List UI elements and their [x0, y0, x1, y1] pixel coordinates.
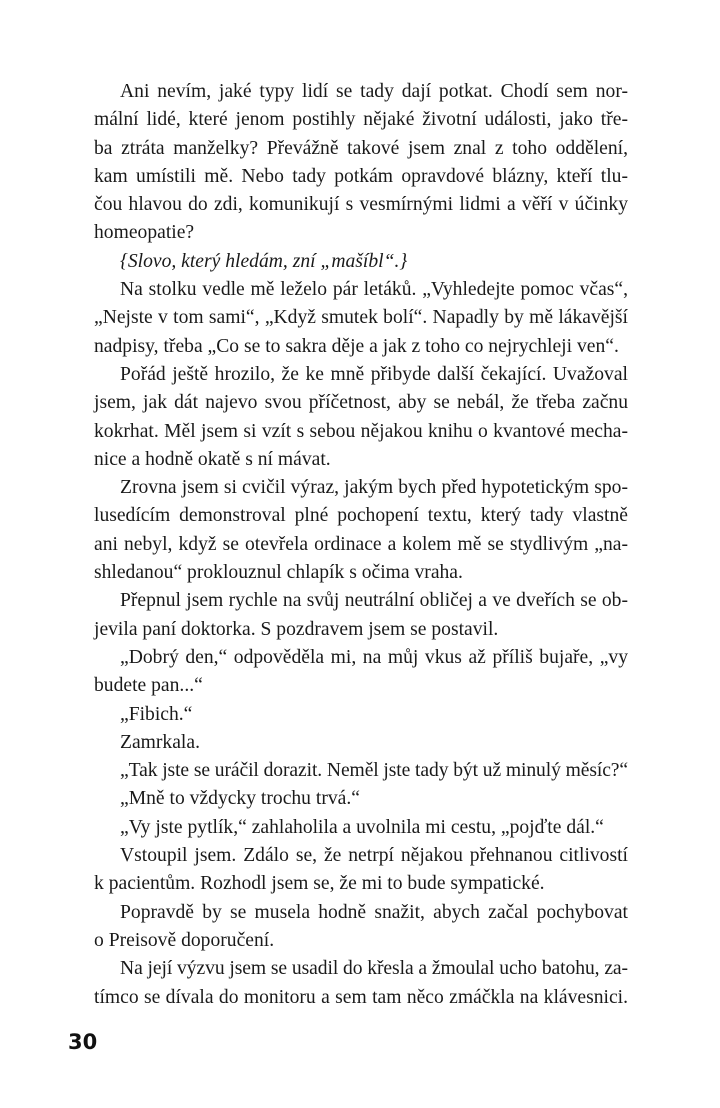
text-line: Vstoupil jsem. Zdálo se, že netrpí nějakou přehnanou citlivostí: [120, 845, 628, 867]
text-line: o Preisově doporučení.: [94, 929, 275, 951]
text-line: „Tak jste se uráčil dorazit. Neměl jste tady být už minulý měsíc?“: [120, 760, 629, 782]
text-line: Pořád ještě hrozilo, že ke mně přibyde další čekající. Uvažoval: [120, 363, 628, 385]
page-number: 30: [68, 1030, 98, 1054]
text-line: „Mně to vždycky trochu trvá.“: [120, 788, 360, 810]
text-line: „Nejste v tom sami“, „Když smutek bolí“. Napadly by mě lákavější: [94, 307, 628, 329]
text-line: lusedícím demonstroval plné pochopení textu, který tady vlastně: [94, 505, 628, 527]
text-line: Popravdě by se musela hodně snažit, abych začal pochybovat: [120, 901, 628, 923]
text-line: tímco se dívala do monitoru a sem tam něco zmáčkla na klávesnici.: [94, 986, 628, 1008]
body-text: [94, 78, 628, 1012]
italic-text-line: {Slovo, který hledám, zní „mašíbl“.}: [120, 250, 408, 272]
text-line: Na stolku vedle mě leželo pár letáků. „Vyhledejte pomoc včas“,: [120, 279, 628, 301]
text-line: kokrhat. Měl jsem si vzít s sebou nějakou knihu o kvantové mecha-: [94, 420, 628, 442]
text-line: „Vy jste pytlík,“ zahlaholila a uvolnila mi cestu, „pojďte dál.“: [120, 816, 604, 838]
text-line: čou hlavou do zdi, komunikují s vesmírnými lidmi a věří v účinky: [94, 194, 628, 216]
text-line: Přepnul jsem rychle na svůj neutrální obličej a ve dveřích se ob-: [120, 590, 628, 612]
text-line: nice a hodně okatě s ní mávat.: [94, 448, 331, 470]
text-line: ba ztráta manželky? Převážně takové jsem znal z toho oddělení,: [94, 137, 628, 159]
text-line: shledanou“ proklouznul chlapík s očima vraha.: [94, 562, 463, 584]
text-line: Na její výzvu jsem se usadil do křesla a žmoulal ucho batohu, za-: [120, 958, 628, 980]
text-line: budete pan...“: [94, 675, 203, 697]
text-line: „Dobrý den,“ odpověděla mi, na můj vkus až příliš bujaře, „vy: [120, 646, 628, 668]
text-line: jsem, jak dát najevo svou příčetnost, aby se nebál, že třeba začnu: [94, 392, 628, 414]
text-line: k pacientům. Rozhodl jsem se, že mi to bude sympatické.: [94, 873, 545, 895]
text-line: homeopatie?: [94, 222, 195, 244]
text-line: nadpisy, třeba „Co se to sakra děje a jak z toho co nejrychleji ven“.: [94, 335, 619, 357]
text-line: „Fibich.“: [120, 703, 193, 725]
text-line: kam umístili mě. Nebo tady potkám opravdové blázny, kteří tlu-: [94, 165, 628, 187]
text-line: mální lidé, které jenom postihly nějaké životní události, jako tře-: [94, 109, 628, 131]
text-line: Ani nevím, jaké typy lidí se tady dají potkat. Chodí sem nor-: [120, 81, 628, 102]
text-line: Zamrkala.: [120, 731, 200, 753]
text-line: ani nebyl, když se otevřela ordinace a kolem mě se stydlivým „na-: [94, 533, 628, 555]
text-line: Zrovna jsem si cvičil výraz, jakým bych před hypotetickým spo-: [120, 477, 628, 499]
text-line: jevila paní doktorka. S pozdravem jsem se postavil.: [94, 618, 499, 640]
